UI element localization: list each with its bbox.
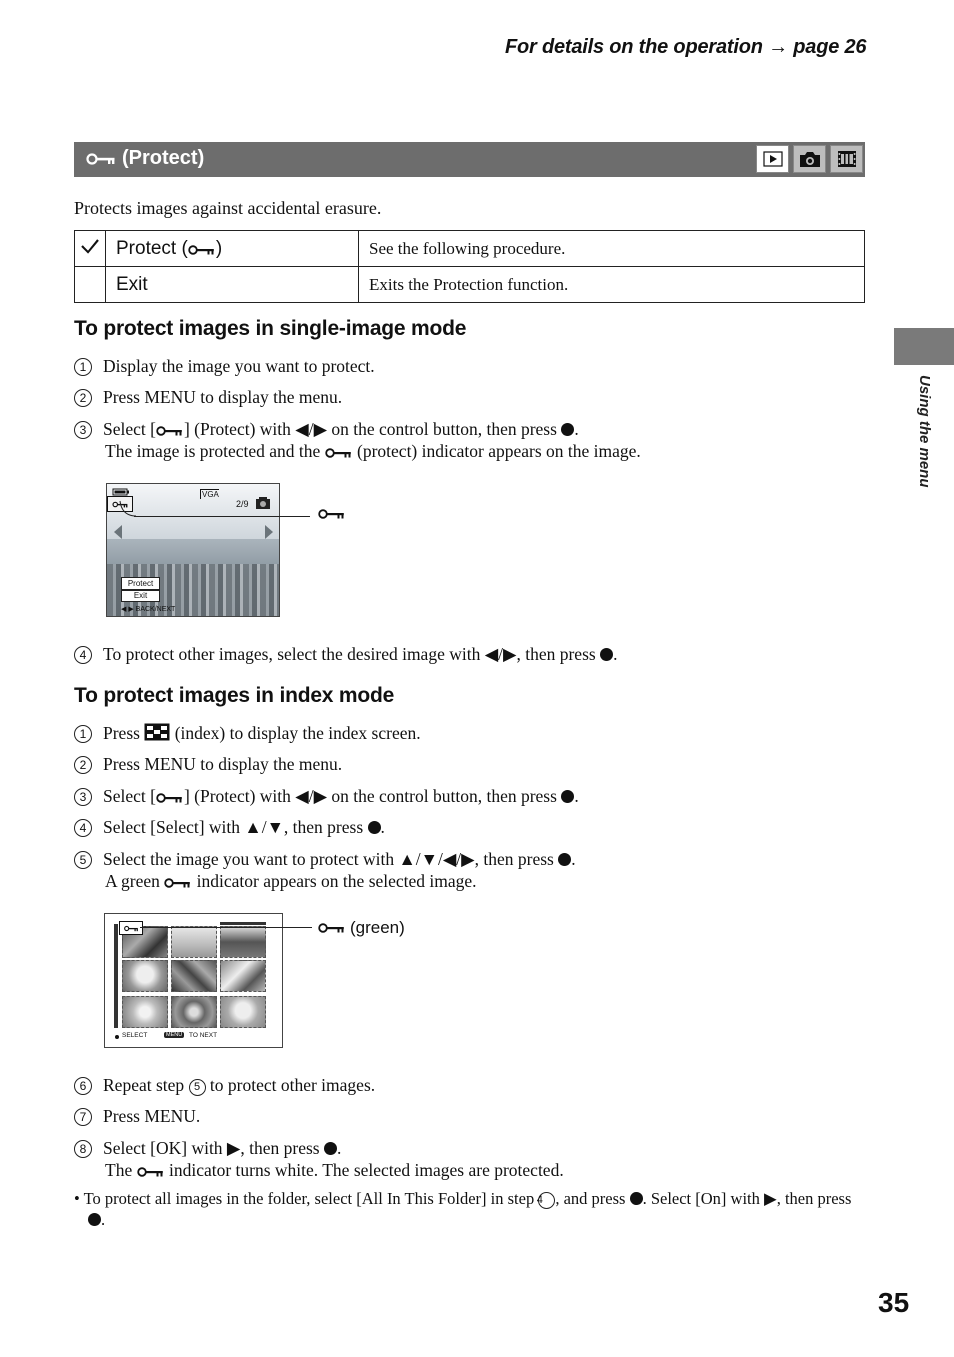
green-indicator-callout: (green) — [318, 918, 405, 938]
thumbnail — [171, 926, 217, 958]
center-button-icon — [600, 648, 613, 661]
protect-key-icon — [124, 925, 139, 932]
select-hint: SELECT — [122, 1032, 148, 1039]
operation-reference: For details on the operation → page 26 — [505, 36, 867, 58]
note: • To protect all images in the folder, select [All In This Folder] in step 4 , and press . Select [On] with ▶, then press . — [74, 1189, 852, 1229]
section-title — [86, 147, 204, 170]
mode-icons — [756, 145, 863, 173]
thumbnail — [171, 996, 217, 1028]
section-title-text: (Protect) — [122, 147, 205, 169]
intro-text: Protects images against accidental erasure. — [74, 198, 382, 218]
single-mode-heading: To protect images in single-image mode — [74, 317, 467, 340]
index-step-3: 3 Select [ ] (Protect) with ◀/▶ on the control button, then press . — [74, 785, 874, 807]
center-button-icon — [368, 821, 381, 834]
battery-icon — [112, 488, 130, 496]
center-button-icon — [88, 1213, 101, 1226]
checkmark-cell — [75, 231, 106, 267]
protect-key-icon — [318, 922, 346, 934]
single-step-1: 1 Display the image you want to protect. — [74, 355, 874, 377]
index-mode-heading: To protect images in index mode — [74, 684, 395, 707]
camera-icon — [793, 145, 826, 173]
single-step-2: 2 Press MENU to display the menu. — [74, 386, 874, 408]
thumbnail — [220, 960, 266, 992]
index-step-7: 7 Press MENU. — [74, 1105, 874, 1127]
thumbnail — [171, 960, 217, 992]
menu-item-protect: Protect — [121, 577, 160, 590]
protect-key-icon — [318, 508, 346, 520]
protect-key-icon — [325, 447, 353, 459]
index-step-1: 1 Press (index) to display the index screen. — [74, 722, 874, 744]
image-size-label: VGA — [202, 490, 219, 499]
protect-key-icon — [164, 877, 192, 889]
center-button-icon — [561, 423, 574, 436]
to-next-hint: TO NEXT — [189, 1032, 218, 1039]
center-button-icon — [558, 853, 571, 866]
options-table — [74, 230, 865, 303]
thumbnail — [122, 996, 168, 1028]
center-button-icon — [115, 1035, 119, 1039]
center-button-icon — [561, 790, 574, 803]
thumbnail — [122, 960, 168, 992]
option-exit-desc: Exits the Protection function. — [359, 267, 865, 303]
menu-badge: MENU — [166, 1032, 183, 1038]
scroll-bar — [114, 924, 118, 1028]
center-button-icon — [324, 1142, 337, 1155]
movie-icon — [830, 145, 863, 173]
memory-icon — [255, 496, 271, 510]
center-button-icon — [630, 1192, 643, 1205]
single-step-4: 4 To protect other images, select the desired image with ◀/▶, then press . — [74, 643, 874, 665]
option-exit: Exit — [106, 267, 359, 303]
protect-key-icon — [137, 1166, 165, 1178]
protect-key-icon — [156, 792, 184, 804]
single-step-3: 3 Select [ ] (Protect) with ◀/▶ on the control button, then press . The image is protected and the (protect) indicator appears on the image. — [74, 418, 874, 462]
left-arrow-icon — [113, 524, 123, 540]
index-step-2: 2 Press MENU to display the menu. — [74, 753, 874, 775]
playback-icon — [756, 145, 789, 173]
nav-hint: ◀ ▶ BACK/NEXT — [121, 606, 176, 613]
right-arrow-icon — [264, 524, 274, 540]
index-step-6: 6 Repeat step 5 to protect other images. — [74, 1074, 874, 1096]
callout-line — [134, 516, 310, 517]
option-protect: Protect ( ) — [106, 231, 359, 267]
thumbnail — [220, 926, 266, 958]
thumbnail — [220, 996, 266, 1028]
protect-indicator-callout — [318, 508, 346, 520]
option-protect-desc: See the following procedure. — [359, 231, 865, 267]
index-icon — [144, 723, 170, 741]
green-protect-indicator — [119, 921, 143, 935]
table-row — [75, 267, 865, 303]
callout-curve — [118, 500, 138, 518]
checkmark-icon — [80, 237, 100, 255]
table-row — [75, 231, 865, 267]
side-tab — [894, 328, 954, 365]
image-count: 2/9 — [236, 499, 249, 509]
index-step-8: 8 Select [OK] with ▶, then press . The indicator turns white. The selected images are protected. — [74, 1137, 874, 1181]
protect-key-icon — [188, 244, 216, 256]
page-number: 35 — [878, 1287, 910, 1318]
index-screen — [104, 913, 283, 1048]
side-tab-label: Using the menu — [916, 375, 933, 488]
menu-item-exit: Exit — [121, 590, 160, 602]
protect-key-icon — [156, 425, 184, 437]
protect-key-icon — [86, 152, 116, 166]
folder-bar — [220, 922, 266, 925]
index-step-4: 4 Select [Select] with ▲/▼, then press . — [74, 816, 874, 838]
index-step-5: 5 Select the image you want to protect with ▲/▼/◀/▶, then press . A green indicator appears on the selected image. — [74, 848, 874, 892]
section-header-bar — [74, 142, 865, 177]
callout-line — [140, 927, 312, 928]
empty-check-cell — [75, 267, 106, 303]
